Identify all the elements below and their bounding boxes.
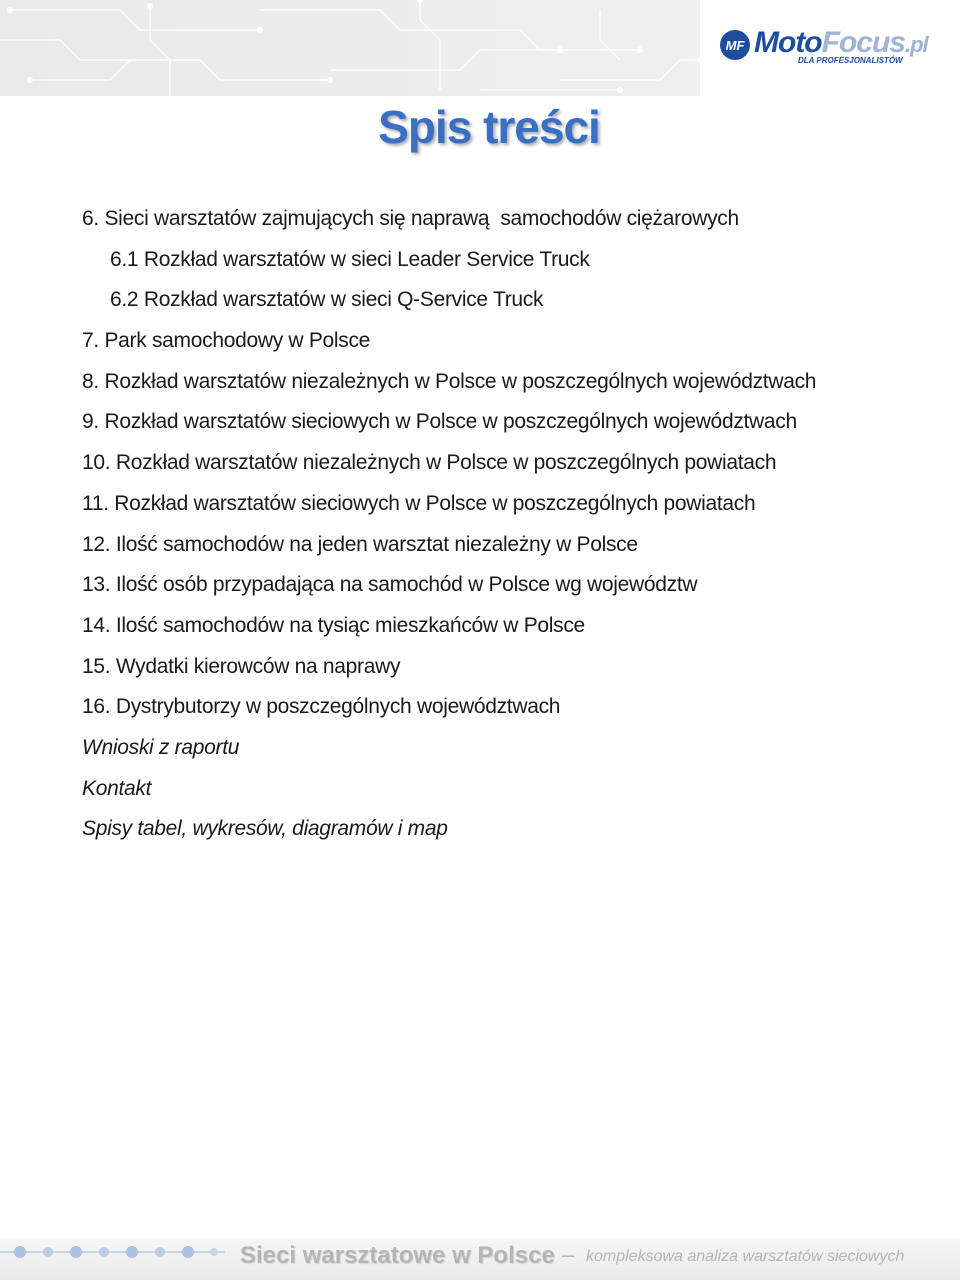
logo-wordmark-moto: Moto [754, 26, 822, 59]
footer-title: Sieci warsztatowe w Polsce [240, 1242, 555, 1269]
toc-entry: Spisy tabel, wykresów, diagramów i map [82, 817, 448, 841]
page-footer [0, 1228, 960, 1280]
logo-tagline: DLA PROFESJONALISTÓW [798, 56, 903, 65]
toc-entry: 10. Rozkład warsztatów niezależnych w Polsce w poszczególnych powiatach [82, 451, 777, 475]
logo-emblem-icon: MF [720, 30, 750, 60]
toc-entry: 6.2 Rozkład warsztatów w sieci Q-Service Truck [110, 288, 544, 312]
toc-entry: 11. Rozkład warsztatów sieciowych w Polsce w poszczególnych powiatach [82, 491, 756, 515]
table-of-contents [82, 202, 932, 853]
toc-entry: 9. Rozkład warsztatów sieciowych w Polsce w poszczególnych województwach [82, 410, 797, 434]
toc-entry: 7. Park samochodowy w Polsce [82, 329, 371, 353]
toc-entry: 6.1 Rozkład warsztatów w sieci Leader Service Truck [110, 247, 590, 271]
toc-entry: 13. Ilość osób przypadająca na samochód w Polsce wg województw [82, 573, 698, 597]
motofocus-logo [720, 28, 945, 68]
toc-entry: Wnioski z raportu [82, 735, 240, 759]
footer-dots-decoration [0, 1240, 230, 1264]
toc-entry: Kontakt [82, 776, 152, 800]
toc-entry: 8. Rozkład warsztatów niezależnych w Polsce w poszczególnych województwach [82, 369, 817, 393]
logo-wordmark-focus: Focus [821, 26, 905, 59]
page-title: Spis treści [378, 101, 600, 153]
logo-wordmark [754, 26, 928, 60]
footer-subtitle: kompleksowa analiza warsztatów sieciowych [586, 1248, 905, 1265]
toc-entry: 15. Wydatki kierowców na naprawy [82, 654, 401, 678]
toc-entry: 16. Dystrybutorzy w poszczególnych województwach [82, 695, 561, 719]
toc-entry: 12. Ilość samochodów na jeden warsztat niezależny w Polsce [82, 532, 638, 556]
toc-entry: 14. Ilość samochodów na tysiąc mieszkańców w Polsce [82, 613, 585, 637]
footer-separator: – [562, 1242, 575, 1267]
logo-wordmark-tld: .pl [905, 32, 928, 57]
toc-entry: 6. Sieci warsztatów zajmujących się naprawą samochodów ciężarowych [82, 207, 739, 230]
